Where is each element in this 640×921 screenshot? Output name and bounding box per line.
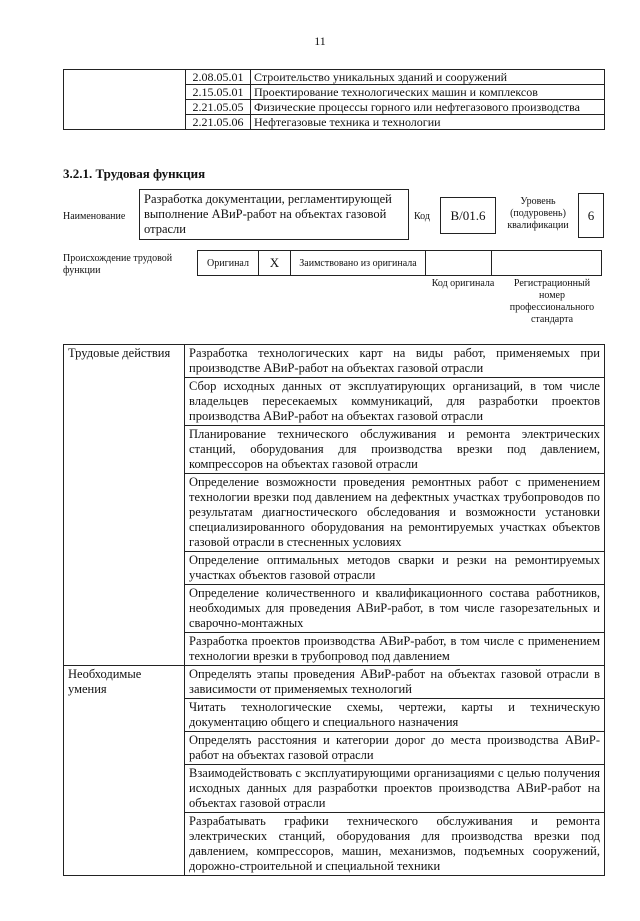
table-cell-empty [64, 70, 186, 130]
reg-number-label: Регистрационный номер профессионального стандарта [509, 278, 595, 325]
function-code-value: В/01.6 [440, 197, 496, 234]
name-label: Наименование [63, 211, 126, 222]
table-cell-name: Физические процессы горного или нефтегазового производства [251, 100, 605, 115]
borrowed-label: Заимствовано из оригинала [290, 250, 426, 276]
table-row [64, 345, 605, 378]
section-title: 3.2.1. Трудовая функция [63, 166, 206, 181]
code-label: Код [414, 211, 430, 222]
skill-item: Взаимодействовать с эксплуатирующими организациями с целью получения исходных данных для разработки проектов производства АВиР-работ на объектах газовой отрасли [185, 765, 605, 813]
labor-action-item: Определение количественного и квалификационного состава работников, необходимых для проведения АВиР-работ, в том числе газорезательных и сварочно-монтажных [185, 585, 605, 633]
labor-action-item: Сбор исходных данных от эксплуатирующих организаций, в том числе владельцев пересекаемых коммуникаций, для разработки проектов производства АВиР-работ на объектах газовой отрасли [185, 378, 605, 426]
skill-item: Определять расстояния и категории дорог до места производства АВиР-работ на объектах газовой отрасли [185, 732, 605, 765]
skills-label: Необходимые умения [64, 666, 185, 876]
original-mark: X [258, 250, 291, 276]
origin-row [197, 250, 602, 276]
table-row [64, 666, 605, 699]
table-row [64, 70, 605, 85]
function-name-value: Разработка документации, регламентирующей выполнение АВиР-работ на объектах газовой отрасли [139, 189, 409, 240]
level-value: 6 [578, 193, 604, 238]
labor-action-item: Планирование технического обслуживания и ремонта электрических станций, оборудования для производства врезки под давлением, компрессоров на объектах газовой отрасли [185, 426, 605, 474]
labor-actions-label: Трудовые действия [64, 345, 185, 666]
table-cell-code: 2.21.05.05 [186, 100, 251, 115]
table-cell-name: Проектирование технологических машин и комплексов [251, 85, 605, 100]
labor-action-item: Определение возможности проведения ремонтных работ с применением технологии врезки под давлением на дефектных участках трубопроводов по результатам диагностического обследования и возможности установки специализированного оборудования на ремонтируемых участках объектов газовой отрасли в стесненных условиях [185, 474, 605, 552]
skill-item: Читать технологические схемы, чертежи, карты и техническую документацию общего и специального назначения [185, 699, 605, 732]
level-label: Уровень (подуровень) квалификации [507, 196, 569, 231]
page-number: 11 [314, 34, 326, 48]
skill-item: Разрабатывать графики технического обслуживания и ремонта электрических станций, оборудования для производства врезки под давлением, компрессоров, машин, механизмов, подъемных сооружений, дорожно-строительной и специальной техники [185, 813, 605, 876]
labor-action-item: Определение оптимальных методов сварки и резки на ремонтируемых участках объектов газовой отрасли [185, 552, 605, 585]
code-original-cell [425, 250, 492, 276]
table-cell-code: 2.08.05.01 [186, 70, 251, 85]
reg-number-cell [491, 250, 602, 276]
labor-action-item: Разработка технологических карт на виды работ, применяемых при производстве АВиР-работ на объектах газовой отрасли [185, 345, 605, 378]
main-table [63, 344, 605, 876]
table-cell-name: Нефтегазовые техника и технологии [251, 115, 605, 130]
skill-item: Определять этапы проведения АВиР-работ на объектах газовой отрасли в зависимости от применяемых технологий [185, 666, 605, 699]
table-cell-code: 2.21.05.06 [186, 115, 251, 130]
table-cell-code: 2.15.05.01 [186, 85, 251, 100]
origin-label: Происхождение трудовой функции [63, 253, 173, 276]
codes-table [63, 69, 605, 130]
table-cell-name: Строительство уникальных зданий и сооружений [251, 70, 605, 85]
labor-action-item: Разработка проектов производства АВиР-работ, в том числе с применением технологии врезки в трубопровод под давлением [185, 633, 605, 666]
original-label: Оригинал [197, 250, 259, 276]
code-original-label: Код оригинала [431, 278, 495, 289]
